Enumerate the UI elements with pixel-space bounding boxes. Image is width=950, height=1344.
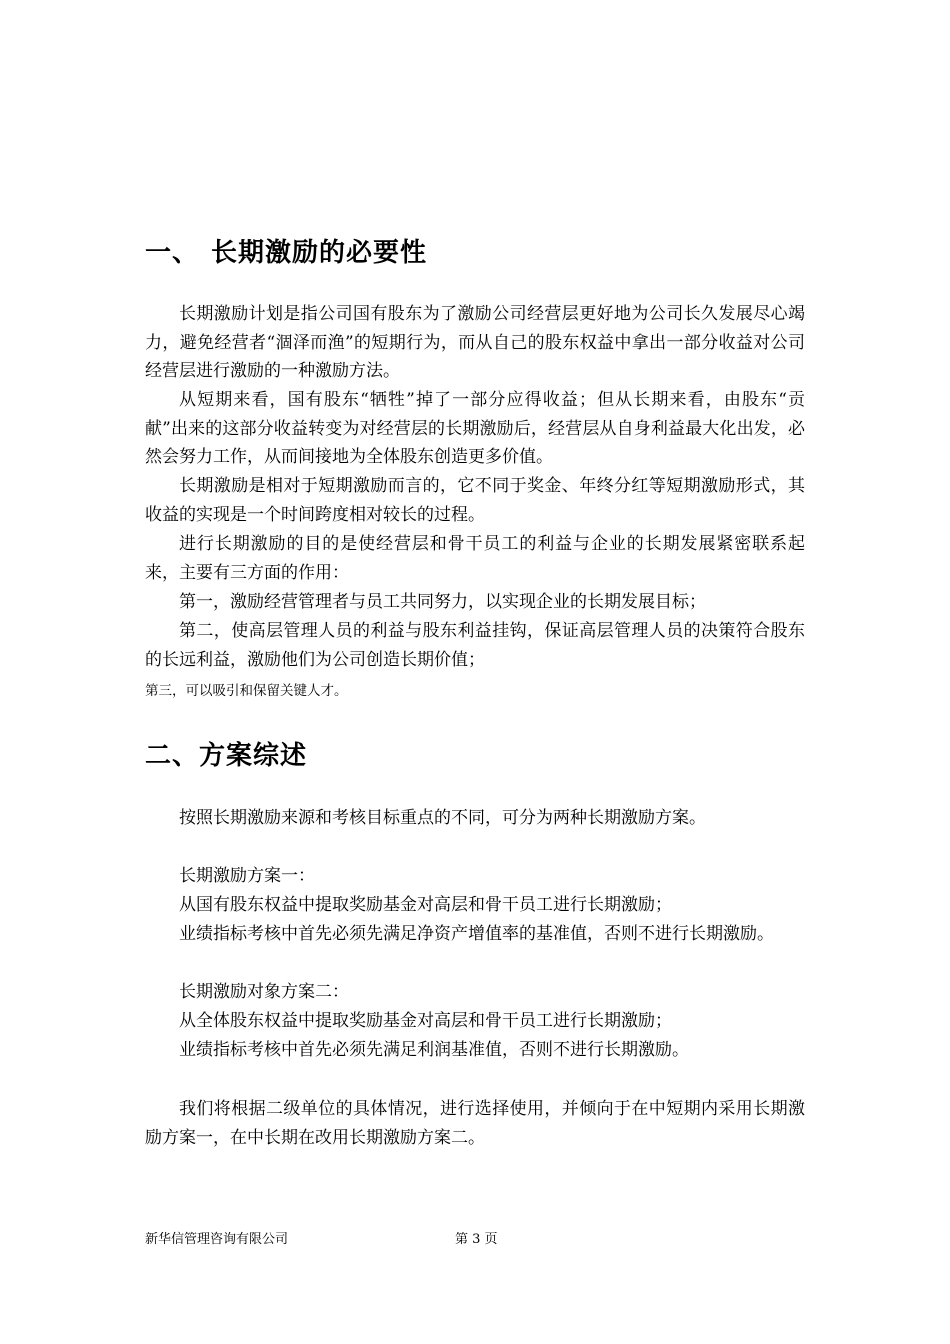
plan1-line-1: 从国有股东权益中提取奖励基金对高层和骨干员工进行长期激励； [179,895,672,915]
section1-last-line: 第三，可以吸引和保留关键人才。 [145,683,348,699]
section1-paragraph-5: 第一，激励经营管理者与员工共同努力，以实现企业的长期发展目标； [179,592,706,612]
footer-page-number: 第 3 页 [455,1232,498,1247]
section2-conclusion: 我们将根据二级单位的具体情况，进行选择使用，并倾向于在中短期内采用长期激励方案一，在中长期在改用长期激励方案二。 [145,1099,805,1148]
section1-paragraph-3: 长期激励是相对于短期激励而言的，它不同于奖金、年终分红等短期激励形式，其收益的实现是一个时间跨度相对较长的过程。 [145,476,805,525]
section1-paragraph-4: 进行长期激励的目的是使经营层和骨干员工的利益与企业的长期发展紧密联系起来，主要有三方面的作用： [145,534,805,583]
section1-heading [145,236,427,270]
section2-heading: 二、方案综述 [145,741,308,771]
plan2-line-2: 业绩指标考核中首先必须先满足利润基准值，否则不进行长期激励。 [179,1040,689,1060]
section1-number: 一、 [145,238,200,268]
section2-intro: 按照长期激励来源和考核目标重点的不同，可分为两种长期激励方案。 [179,808,706,828]
plan1-title: 长期激励方案一： [179,866,315,886]
section1-paragraph-2: 从短期来看，国有股东“牺牲”掉了一部分应得收益；但从长期来看，由股东“贡献”出来的这部分收益转变为对经营层的长期激励后，经营层从自身利益最大化出发，必然会努力工作，从而间接地为全体股东创造更多价值。 [145,390,805,468]
plan1-line-2: 业绩指标考核中首先必须先满足净资产增值率的基准值，否则不进行长期激励。 [179,924,774,944]
plan2-title: 长期激励对象方案二： [179,982,349,1002]
section1-title: 长期激励的必要性 [211,238,428,268]
plan2-line-1: 从全体股东权益中提取奖励基金对高层和骨干员工进行长期激励； [179,1011,672,1031]
section1-paragraph-1: 长期激励计划是指公司国有股东为了激励公司经营层更好地为公司长久发展尽心竭力，避免经营者“涸泽而渔”的短期行为，而从自己的股东权益中拿出一部分收益对公司经营层进行激励的一种激励方法。 [145,304,805,382]
section1-paragraph-6: 第二，使高层管理人员的利益与股东利益挂钩，保证高层管理人员的决策符合股东的长远利益，激励他们为公司创造长期价值； [145,621,805,670]
footer-company: 新华信管理咨询有限公司 [145,1232,289,1247]
